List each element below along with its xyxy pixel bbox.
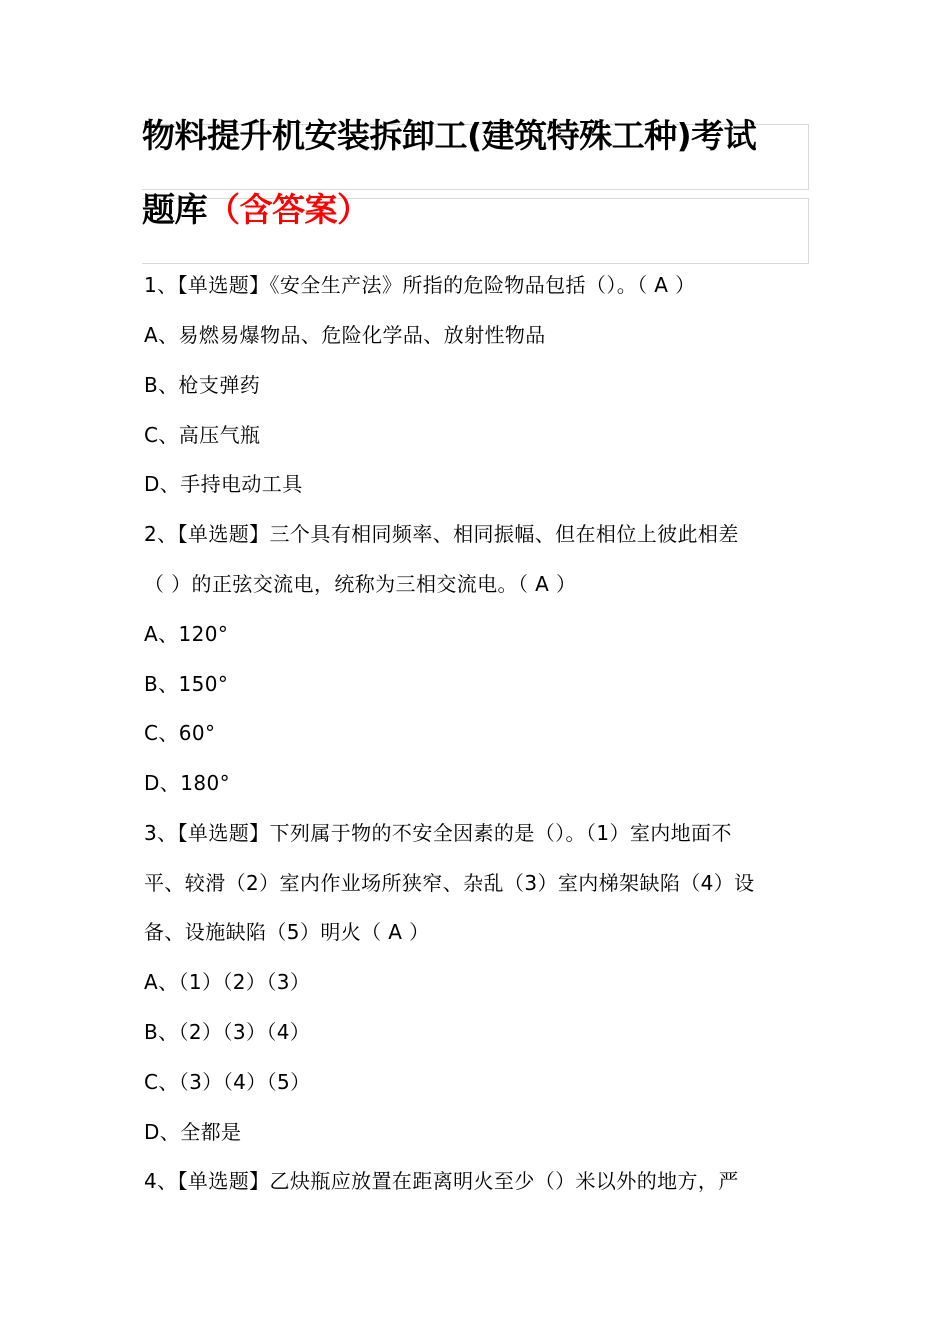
question-3-stem-line-2: 平、较滑（2）室内作业场所狭窄、杂乱（3）室内梯架缺陷（4）设 bbox=[144, 871, 755, 895]
question-2-stem-line-1: 2、【单选题】三个具有相同频率、相同振幅、但在相位上彼此相差 bbox=[144, 522, 739, 546]
question-3-option-d: D、全都是 bbox=[144, 1120, 242, 1144]
question-1-option-b: B、枪支弹药 bbox=[144, 373, 261, 397]
title-text-main: 题库 bbox=[142, 190, 207, 229]
title-text-answer-note: （含答案） bbox=[207, 190, 370, 229]
question-1-option-a: A、易燃易爆物品、危险化学品、放射性物品 bbox=[144, 323, 546, 347]
question-2-option-a: A、120° bbox=[144, 622, 229, 646]
question-3-option-c: C、（3）（4）（5） bbox=[144, 1070, 311, 1094]
document-title-line-1 bbox=[142, 116, 807, 156]
question-3-stem-line-3: 备、设施缺陷（5）明火（ A ） bbox=[144, 920, 430, 944]
question-1-option-c: C、高压气瓶 bbox=[144, 423, 261, 447]
question-1-option-d: D、手持电动工具 bbox=[144, 472, 303, 496]
question-2-stem-line-2: （ ）的正弦交流电，统称为三相交流电。（ A ） bbox=[144, 572, 577, 596]
question-4-stem-line-1: 4、【单选题】乙炔瓶应放置在距离明火至少（）米以外的地方，严 bbox=[144, 1169, 739, 1193]
question-2-option-d: D、180° bbox=[144, 771, 230, 795]
question-1-stem: 1、【单选题】《安全生产法》所指的危险物品包括（）。（ A ） bbox=[144, 273, 696, 297]
document-title-line-2 bbox=[142, 190, 807, 230]
question-2-option-c: C、60° bbox=[144, 721, 216, 745]
title-text: 物料提升机安装拆卸工(建筑特殊工种)考试 bbox=[142, 116, 757, 155]
question-2-option-b: B、150° bbox=[144, 672, 229, 696]
question-3-option-a: A、（1）（2）（3） bbox=[144, 970, 311, 994]
question-3-stem-line-1: 3、【单选题】下列属于物的不安全因素的是（）。（1）室内地面不 bbox=[144, 821, 732, 845]
question-3-option-b: B、（2）（3）（4） bbox=[144, 1020, 311, 1044]
